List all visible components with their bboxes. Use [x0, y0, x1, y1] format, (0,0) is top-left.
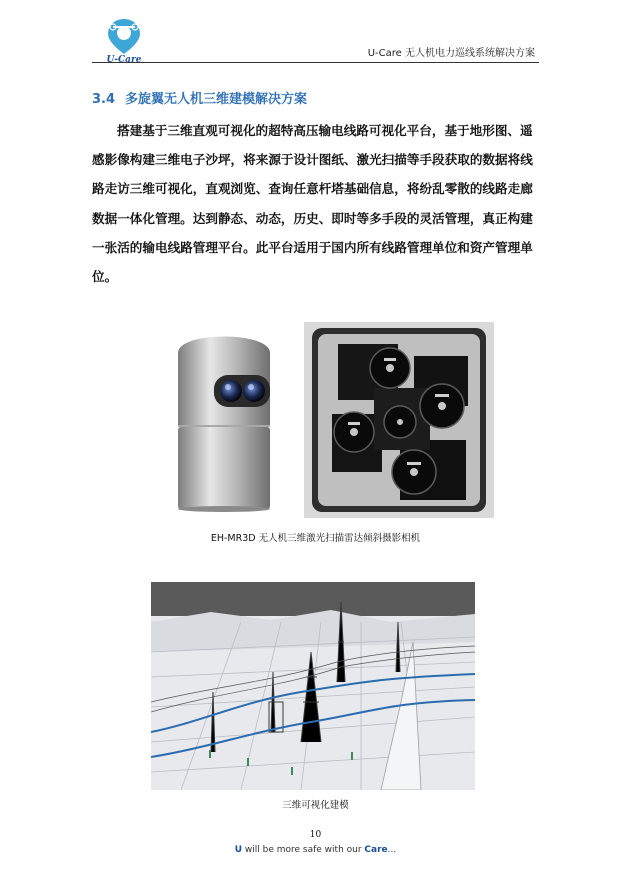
body-line: 搭建基于三维直观可视化的超特高压输电线路可视化平台，基于地形图、遥 — [117, 123, 533, 138]
body-line: 一张活的输电线路管理平台。此平台适用于国内所有线路管理单位和资产管理单 — [92, 239, 533, 255]
body-line: 感影像构建三维电子沙坪，将来源于设计图纸、激光扫描等手段获取的数据将线 — [92, 152, 533, 168]
page-number: 10 — [309, 830, 322, 840]
figure-caption-camera: EH-MR3D 无人机三维激光扫描雷达倾斜摄影相机 — [210, 533, 421, 544]
body-line: 数据一体化管理。达到静态、动态，历史、即时等多手段的灵活管理，真正构建 — [92, 210, 533, 226]
ucare-logo — [96, 16, 152, 64]
figure-caption-3d: 三维可视化建模 — [282, 800, 349, 811]
oblique-camera-rig-image — [304, 322, 494, 518]
body-line: 路走访三维可视化，直观浏览、查询任意杆塔基础信息，将纷乱零散的线路走廊 — [92, 181, 533, 197]
logo-text: U-Care — [106, 55, 142, 64]
slogan-end: ... — [387, 845, 397, 855]
footer-slogan — [0, 845, 631, 855]
section-title: 多旋翼无人机三维建模解决方案 — [125, 92, 308, 107]
lidar-camera-image — [176, 323, 272, 513]
header-divider — [92, 62, 539, 63]
header-title: U-Care 无人机电力巡线系统解决方案 — [367, 48, 535, 59]
slogan-middle: will be more safe with our — [242, 845, 365, 855]
slogan-care: Care — [364, 845, 388, 855]
section-heading — [92, 88, 307, 107]
slogan-u: U — [234, 845, 243, 855]
body-line: 位。 — [92, 269, 118, 285]
body-paragraph — [92, 116, 540, 291]
3d-visualization-image — [151, 582, 475, 790]
section-number: 3.4 — [92, 92, 116, 107]
